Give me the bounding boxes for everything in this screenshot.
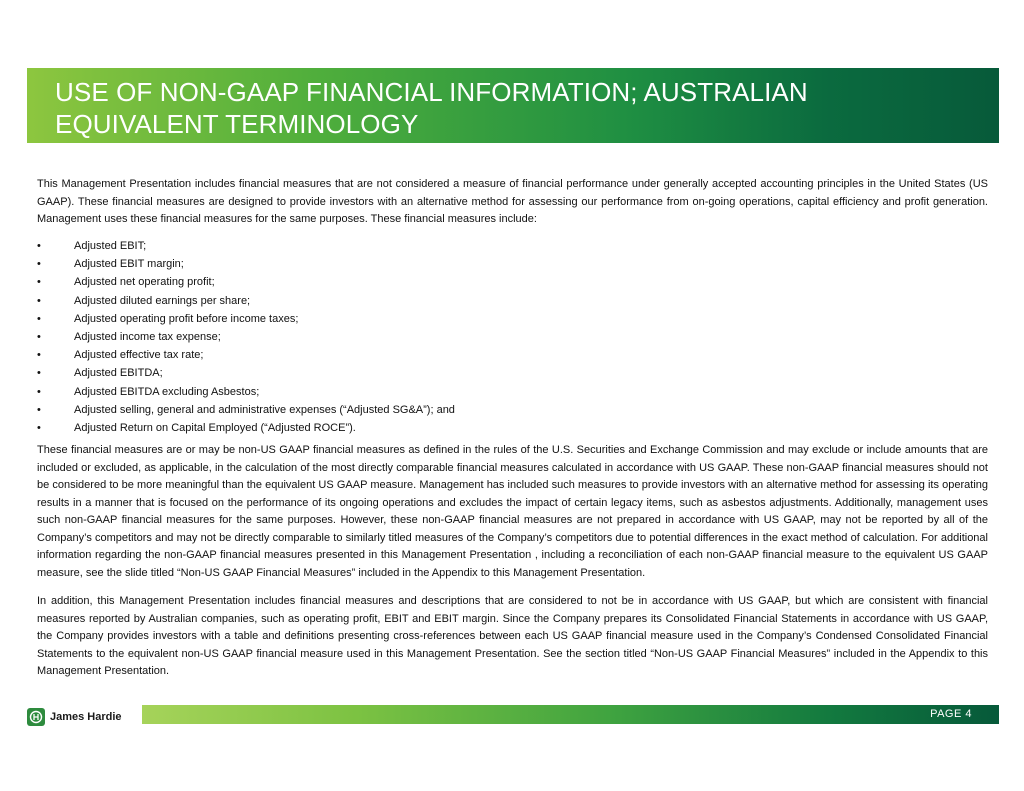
list-item bbox=[37, 292, 937, 310]
bullet-icon: • bbox=[37, 294, 41, 307]
bullet-icon: • bbox=[37, 422, 41, 435]
bullet-icon: • bbox=[37, 349, 41, 362]
bullet-icon: • bbox=[37, 403, 41, 416]
list-item-text: Adjusted net operating profit; bbox=[74, 276, 215, 289]
page-number: PAGE 4 bbox=[930, 708, 972, 720]
james-hardie-logo-icon bbox=[27, 708, 45, 726]
list-item-text: Adjusted EBITDA excluding Asbestos; bbox=[74, 385, 260, 398]
title-line-1: USE OF NON-GAAP FINANCIAL INFORMATION; AUSTRALIAN bbox=[55, 77, 808, 107]
non-gaap-definition-paragraph: These financial measures are or may be non-US GAAP financial measures as defined in the rules of the U.S. Securities and Exchange Commission and may exclude or include amounts that are included or excluded, as applicable, in the calculation of the most directly comparable financial measures calculated in accordance with US GAAP. These non-GAAP financial measures should not be considered to be more meaningful than the equivalent US GAAP measure. Management has included such measures to provide investors with an alternative method for assessing its operating results in a manner that is focused on the performance of its ongoing operations and excludes the impact of certain legacy items, such as asbestos adjustments. Additionally, management uses such non-GAAP financial measures for the same purposes. However, these non-GAAP financial measures are not prepared in accordance with US GAAP, may not be reported by all of the Company’s competitors and may not be directly comparable to similarly titled measures of the Company’s competitors due to potential differences in the exact method of calculation. For additional information regarding the non-GAAP financial measures presented in this Management Presentation , including a reconciliation of each non-GAAP financial measure to the equivalent US GAAP measure, see the slide titled “Non-US GAAP Financial Measures” included in the Appendix to this Management Presentation. bbox=[37, 444, 988, 579]
page-title bbox=[55, 76, 955, 140]
list-item bbox=[37, 273, 937, 291]
bullet-icon: • bbox=[37, 312, 41, 325]
logo-text: James Hardie bbox=[50, 711, 122, 723]
bullet-icon: • bbox=[37, 240, 41, 252]
list-item-text: Adjusted effective tax rate; bbox=[74, 349, 204, 362]
list-item bbox=[37, 364, 937, 382]
intro-paragraph: This Management Presentation includes financial measures that are not considered a measure of financial performance under generally accepted accounting principles in the United States (US GAAP). These financial measures are designed to provide investors with an alternative method for assessing our performance from on-going operations, capital efficiency and profit generation. Management uses these financial measures for the same purposes. These financial measures include: bbox=[37, 178, 988, 225]
list-item-text: Adjusted EBIT margin; bbox=[74, 258, 184, 271]
australian-terminology-paragraph: In addition, this Management Presentation includes financial measures and descriptions that are considered to not be in accordance with US GAAP, but which are consistent with financial measures reported by Australian companies, such as operating profit, EBIT and EBIT margin. Since the Company prepares its Consolidated Financial Statements in accordance with US GAAP, the Company provides investors with a table and definitions presenting cross-references between each US GAAP financial measure used in the Company’s Condensed Consolidated Financial Statements to the equivalent non-US GAAP financial measure used in this Management Presentation. See the section titled “Non-US GAAP Financial Measures” included in the Appendix to this Management Presentation. bbox=[37, 595, 988, 677]
list-item bbox=[37, 310, 937, 328]
list-item bbox=[37, 255, 937, 273]
bullet-icon: • bbox=[37, 367, 41, 380]
footer-band bbox=[142, 705, 999, 724]
list-item bbox=[37, 237, 937, 255]
list-item-text: Adjusted Return on Capital Employed (“Adjusted ROCE”). bbox=[74, 422, 356, 435]
list-item-text: Adjusted EBIT; bbox=[74, 240, 147, 252]
bullet-icon: • bbox=[37, 258, 41, 271]
list-item-text: Adjusted income tax expense; bbox=[74, 331, 221, 344]
list-item-text: Adjusted operating profit before income taxes; bbox=[74, 312, 299, 325]
list-item-text: Adjusted selling, general and administrative expenses (“Adjusted SG&A”); and bbox=[74, 403, 455, 416]
list-item bbox=[37, 401, 937, 419]
bullet-icon: • bbox=[37, 276, 41, 289]
list-item bbox=[37, 328, 937, 346]
bullet-icon: • bbox=[37, 331, 41, 344]
james-hardie-logo bbox=[27, 707, 122, 727]
list-item-text: Adjusted diluted earnings per share; bbox=[74, 294, 251, 307]
bullet-icon: • bbox=[37, 385, 41, 398]
list-item bbox=[37, 419, 937, 437]
list-item bbox=[37, 346, 937, 364]
title-line-2: EQUIVALENT TERMINOLOGY bbox=[55, 109, 419, 139]
measures-list bbox=[37, 237, 937, 437]
list-item bbox=[37, 383, 937, 401]
list-item-text: Adjusted EBITDA; bbox=[74, 367, 163, 380]
